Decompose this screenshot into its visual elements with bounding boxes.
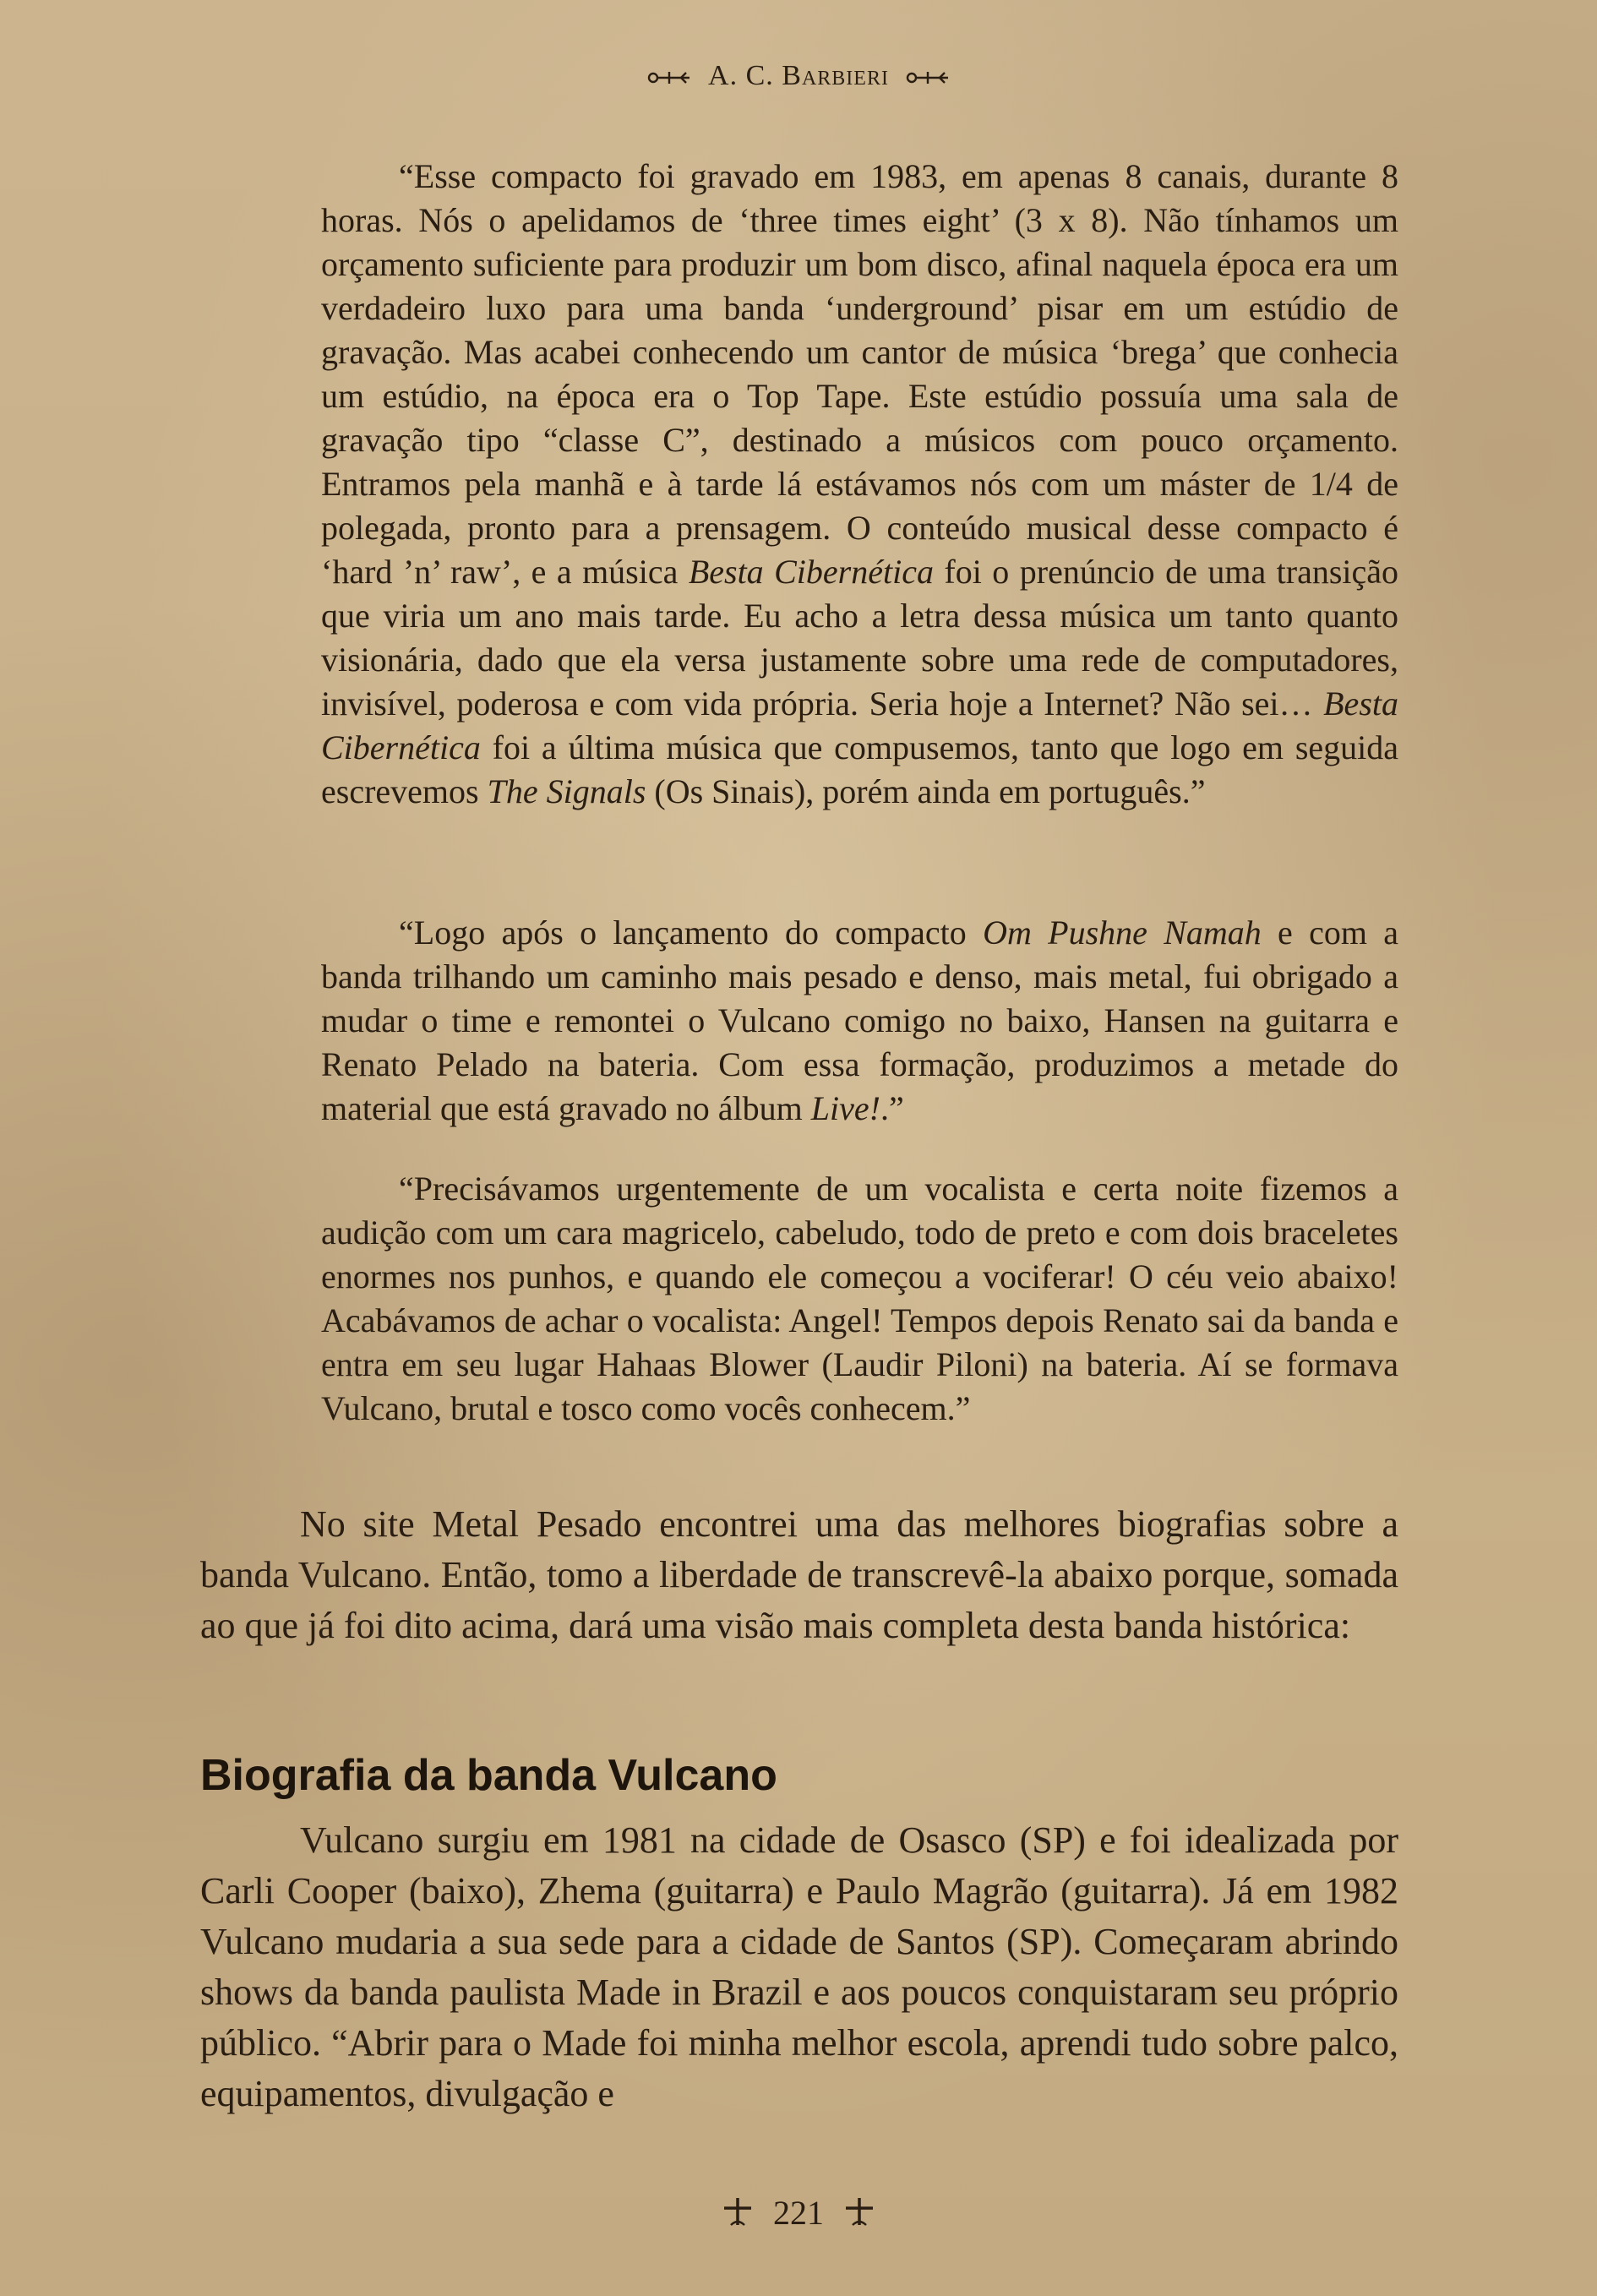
cross-ornament-icon bbox=[721, 2195, 755, 2239]
quote-text: “Logo após o lançamento do compacto bbox=[399, 913, 984, 952]
quote-text: foi a última música que compusemos, tanto que logo em seguida escrevemos bbox=[321, 728, 1398, 810]
intro-paragraph bbox=[200, 1499, 1398, 1651]
quote-paragraph-vocalist bbox=[321, 1167, 1398, 1431]
quote-text: foi o prenúncio de uma transição que viria um ano mais tarde. Eu acho a letra dessa música um tanto quanto visionária, dado que ela versa justamente sobre uma rede de computadores, invisível, poderosa e com vida própria. Seria hoje a Internet? Não sei… bbox=[321, 553, 1399, 723]
key-ornament-icon bbox=[647, 61, 691, 95]
song-title-besta-cibernetica: Besta Cibernética bbox=[321, 684, 1398, 766]
running-header bbox=[0, 59, 1597, 95]
quote-text: “Precisávamos urgentemente de um vocalista e certa noite fizemos a audição com um cara magricelo, cabeludo, todo de preto e com dois braceletes enormes nos punhos, e quando ele começou a vociferar! O céu veio abaixo! Acabávamos de achar o vocalista: Angel! Tempos depois Renato sai da banda e entra em seu lugar Hahaas Blower (Laudir Piloni) na bateria. Aí se formava Vulcano, brutal e tosco como vocês conhecem.” bbox=[321, 1170, 1398, 1427]
quote-text: “Esse compacto foi gravado em 1983, em apenas 8 canais, durante 8 horas. Nós o apelidamos de ‘three times eight’ (3 x 8). Não tínhamos um orçamento suficiente para produzir um bom disco, afinal naquela época era um verdadeiro luxo para uma banda ‘underground’ pisar em um estúdio de gravação. Mas acabei conhecendo um cantor de música ‘brega’ que conhecia um estúdio, na época era o Top Tape. Este estúdio possuía uma sala de gravação tipo “classe C”, destinado a músicos com pouco orçamento. Entramos pela manhã e à tarde lá estávamos nós com um máster de 1/4 de polegada, pronto para a prensagem. O conteúdo musical desse compacto é ‘hard ’n’ raw’, e a música bbox=[321, 157, 1398, 591]
quote-text: .” bbox=[880, 1089, 904, 1127]
quote-text: e com a banda trilhando um caminho mais pesado e denso, mais metal, fui obrigado a mudar o time e remontei o Vulcano comigo no baixo, Hansen na guitarra e Renato Pelado na bateria. Com essa formação, produzimos a metade do material que está gravado no álbum bbox=[321, 913, 1399, 1127]
quote-paragraph-lineup bbox=[321, 911, 1398, 1131]
song-title-besta-cibernetica: Besta Cibernética bbox=[688, 553, 934, 591]
page-number: 221 bbox=[773, 2194, 824, 2232]
section-heading: Biografia da banda Vulcano bbox=[200, 1751, 777, 1800]
quote-paragraph-recording bbox=[321, 155, 1398, 814]
song-title-the-signals: The Signals bbox=[487, 772, 646, 810]
body-text: Vulcano surgiu em 1981 na cidade de Osasco (SP) e foi idealizada por Carli Cooper (baixo), Zhema (guitarra) e Paulo Magrão (guitarra). Já em 1982 Vulcano mudaria a sua sede para a cidade de Santos (SP). Começaram abrindo shows da banda paulista Made in Brazil e aos poucos conquistaram seu próprio público. “Abrir para o Made foi minha melhor escola, aprendi tudo sobre palco, equipamentos, divulgação e bbox=[200, 1819, 1398, 2114]
quote-text: (Os Sinais), porém ainda em português.” bbox=[646, 772, 1206, 810]
running-title: A. C. Barbieri bbox=[708, 60, 889, 91]
album-title-live: Live! bbox=[810, 1089, 880, 1127]
record-title-om-pushne-namah: Om Pushne Namah bbox=[983, 913, 1262, 952]
cross-ornament-icon bbox=[842, 2195, 876, 2239]
key-ornament-icon bbox=[906, 61, 950, 95]
biography-paragraph bbox=[200, 1815, 1398, 2119]
body-text: No site Metal Pesado encontrei uma das melhores biografias sobre a banda Vulcano. Então, tomo a liberdade de transcrevê-la abaixo porque, somada ao que já foi dito acima, dará uma visão mais completa desta banda histórica: bbox=[200, 1503, 1398, 1646]
page-footer bbox=[0, 2192, 1597, 2239]
